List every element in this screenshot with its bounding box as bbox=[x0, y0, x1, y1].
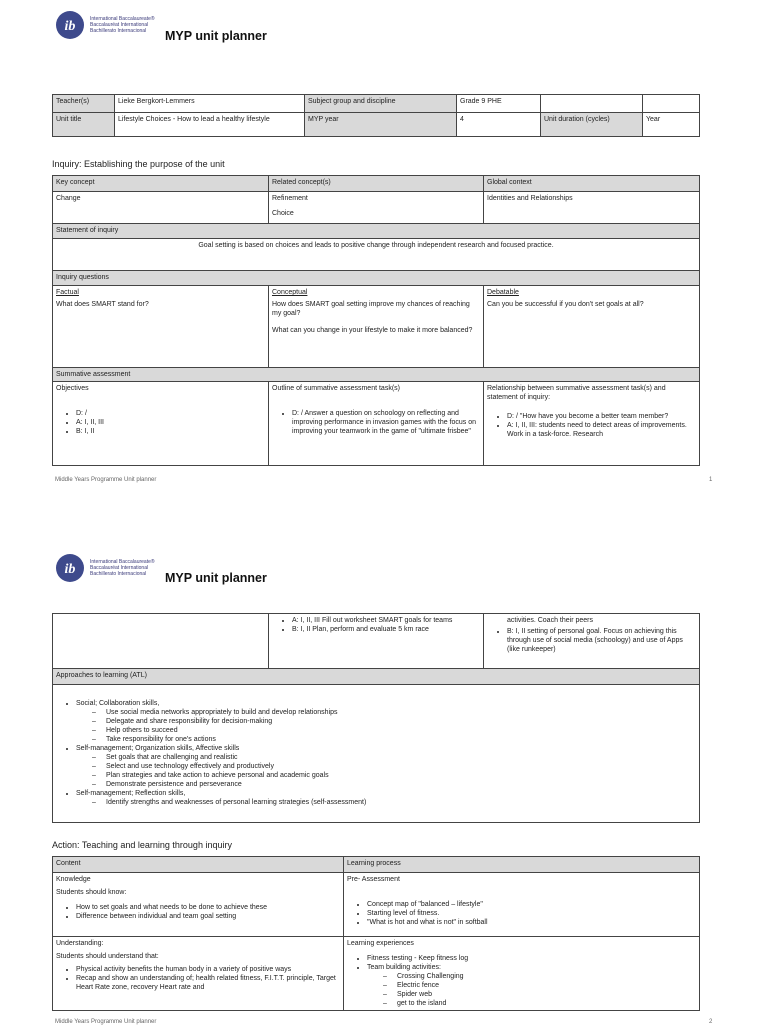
page-number: 2 bbox=[709, 1019, 713, 1025]
atl-subitem: – Help others to succeed bbox=[106, 726, 696, 735]
logo-line: Bachillerato Internacional bbox=[90, 571, 147, 577]
inquiry-section-title: Inquiry: Establishing the purpose of the unit bbox=[52, 159, 225, 169]
relationship-continued: activities. Coach their peers bbox=[507, 617, 593, 624]
atl-subitem: – Delegate and share responsibility for decision-making bbox=[106, 717, 696, 726]
relationship-header: Relationship between summative assessment task(s) and statement of inquiry: bbox=[487, 385, 666, 401]
experience-subitem: – Crossing Challenging bbox=[397, 972, 696, 981]
logo-line: International Baccalaureate® bbox=[90, 16, 155, 22]
atl-subitem: – Demonstrate persistence and perseverance bbox=[106, 780, 696, 789]
outline-item: • D: / Answer a question on schoology on reflecting and improving performance in invasion games with the focus on improving your teamwork in the game of "ultimate frisbee" bbox=[292, 409, 480, 436]
atl-subitem: – Select and use technology effectively and productively bbox=[106, 762, 696, 771]
conceptual-question: How does SMART goal setting improve my chances of reaching my goal? bbox=[272, 301, 470, 317]
knowledge-item: • Difference between individual and team goal setting bbox=[76, 912, 340, 921]
logo-line: Baccalauréat International bbox=[90, 565, 149, 571]
atl-item: • Self-management; Reflection skills, bbox=[76, 789, 696, 798]
students-know: Students should know: bbox=[56, 889, 127, 896]
subject-label: Subject group and discipline bbox=[305, 95, 457, 113]
objective-item: • D: / bbox=[76, 409, 265, 418]
debatable-question: Can you be successful if you don't set goals at all? bbox=[487, 301, 644, 308]
atl-subitem: – Identify strengths and weaknesses of personal learning strategies (self-assessment) bbox=[106, 798, 696, 807]
atl-subitem: – Take responsibility for one's actions bbox=[106, 735, 696, 744]
inquiry-table bbox=[52, 175, 700, 466]
understanding-item: • Physical activity benefits the human body in a variety of positive ways bbox=[76, 965, 340, 974]
atl-header: Approaches to learning (ATL) bbox=[53, 669, 700, 685]
svg-text:ib: ib bbox=[64, 19, 76, 34]
ib-logo bbox=[55, 10, 155, 40]
pre-assessment-header: Pre- Assessment bbox=[347, 876, 400, 883]
page-number: 1 bbox=[709, 477, 713, 483]
atl-subitem: – Set goals that are challenging and realistic bbox=[106, 753, 696, 762]
empty-cell bbox=[53, 614, 269, 669]
key-concept-header: Key concept bbox=[53, 176, 269, 192]
objective-item: • B: I, II bbox=[76, 427, 265, 436]
objectives-header: Objectives bbox=[56, 385, 89, 392]
experience-item: • Fitness testing - Keep fitness log bbox=[367, 954, 696, 963]
conceptual-header: Conceptual bbox=[272, 289, 308, 296]
outline-header: Outline of summative assessment task(s) bbox=[272, 385, 400, 392]
myp-year-value: 4 bbox=[457, 113, 541, 137]
pre-assessment-item: • Starting level of fitness. bbox=[367, 909, 696, 918]
key-concept-value: Change bbox=[53, 192, 269, 224]
conceptual-question: What can you change in your lifestyle to make it more balanced? bbox=[272, 327, 473, 334]
empty-cell bbox=[643, 95, 700, 113]
objective-item: • A: I, II, III bbox=[76, 418, 265, 427]
pre-assessment-item: • "What is hot and what is not" in softball bbox=[367, 918, 696, 927]
svg-text:ib: ib bbox=[64, 562, 76, 577]
summative-header: Summative assessment bbox=[53, 368, 700, 382]
understanding-item: • Recap and show an understanding of; health related fitness, F.I.T.T. principle, Target Heart Rate zone, recovery Heart rate and bbox=[76, 974, 340, 992]
action-table bbox=[52, 856, 700, 1011]
ib-logo bbox=[55, 553, 155, 583]
debatable-header: Debatable bbox=[487, 289, 519, 296]
statement-header: Statement of inquiry bbox=[53, 224, 700, 239]
summative-continued-table bbox=[52, 613, 700, 669]
factual-question: What does SMART stand for? bbox=[56, 301, 149, 308]
logo-line: Bachillerato Internacional bbox=[90, 28, 147, 34]
relationship-item: • A: I, II, III: students need to detect areas of improvements. Work in a task-force. Research bbox=[507, 421, 696, 439]
experience-item: • Team building activities: bbox=[367, 963, 696, 972]
subject-value: Grade 9 PHE bbox=[457, 95, 541, 113]
unit-title-value: Lifestyle Choices - How to lead a healthy lifestyle bbox=[115, 113, 305, 137]
teacher-label: Teacher(s) bbox=[53, 95, 115, 113]
global-context-header: Global context bbox=[484, 176, 700, 192]
knowledge-header: Knowledge bbox=[56, 876, 91, 883]
unit-title-label: Unit title bbox=[53, 113, 115, 137]
atl-item: • Self-management; Organization skills, Affective skills bbox=[76, 744, 696, 753]
ib-logo-icon bbox=[55, 10, 85, 40]
experience-subitem: – Spider web bbox=[397, 990, 696, 999]
related-concepts-header: Related concept(s) bbox=[269, 176, 484, 192]
unit-duration-value: Year bbox=[643, 113, 700, 137]
related-concept-item: Choice bbox=[272, 210, 294, 217]
pre-assessment-item: • Concept map of "balanced – lifestyle" bbox=[367, 900, 696, 909]
myp-year-label: MYP year bbox=[305, 113, 457, 137]
related-concept-item: Refinement bbox=[272, 195, 308, 202]
experience-subitem: – Electric fence bbox=[397, 981, 696, 990]
page-title: MYP unit planner bbox=[165, 571, 267, 585]
learning-experiences-header: Learning experiences bbox=[347, 940, 414, 947]
teacher-value: Lieke Bergkort-Lemmers bbox=[115, 95, 305, 113]
students-understand: Students should understand that: bbox=[56, 953, 159, 960]
learning-process-header: Learning process bbox=[344, 857, 700, 873]
ib-logo-icon bbox=[55, 553, 85, 583]
global-context-value: Identities and Relationships bbox=[484, 192, 700, 224]
inquiry-questions-header: Inquiry questions bbox=[53, 271, 700, 286]
experience-subitem: – get to the island bbox=[397, 999, 696, 1008]
relationship-item: • D: / "How have you become a better team member? bbox=[507, 412, 696, 421]
footer-text: Middle Years Programme Unit planner bbox=[55, 477, 157, 483]
atl-subitem: – Plan strategies and take action to achieve personal and academic goals bbox=[106, 771, 696, 780]
logo-line: Baccalauréat International bbox=[90, 22, 149, 28]
atl-item: • Social; Collaboration skills, bbox=[76, 699, 696, 708]
content-header: Content bbox=[53, 857, 344, 873]
outline-item: • A: I, II, III Fill out worksheet SMART goals for teams bbox=[292, 616, 480, 625]
knowledge-item: • How to set goals and what needs to be done to achieve these bbox=[76, 903, 340, 912]
logo-line: International Baccalaureate® bbox=[90, 559, 155, 565]
unit-info-table bbox=[52, 94, 700, 137]
empty-cell bbox=[541, 95, 643, 113]
atl-subitem: – Use social media networks appropriately to build and develop relationships bbox=[106, 708, 696, 717]
understanding-header: Understanding: bbox=[56, 940, 104, 947]
unit-duration-label: Unit duration (cycles) bbox=[541, 113, 643, 137]
footer-text: Middle Years Programme Unit planner bbox=[55, 1019, 157, 1025]
atl-table bbox=[52, 668, 700, 823]
factual-header: Factual bbox=[56, 289, 79, 296]
page-title: MYP unit planner bbox=[165, 29, 267, 43]
statement-text: Goal setting is based on choices and leads to positive change through independent research and focused practice. bbox=[53, 239, 700, 271]
relationship-item: • B: I, II setting of personal goal. Focus on achieving this through use of social media (schoology) and use of Apps (like runkeeper) bbox=[507, 627, 696, 654]
action-section-title: Action: Teaching and learning through inquiry bbox=[52, 840, 232, 850]
outline-item: • B: I, II Plan, perform and evaluate 5 km race bbox=[292, 625, 480, 634]
